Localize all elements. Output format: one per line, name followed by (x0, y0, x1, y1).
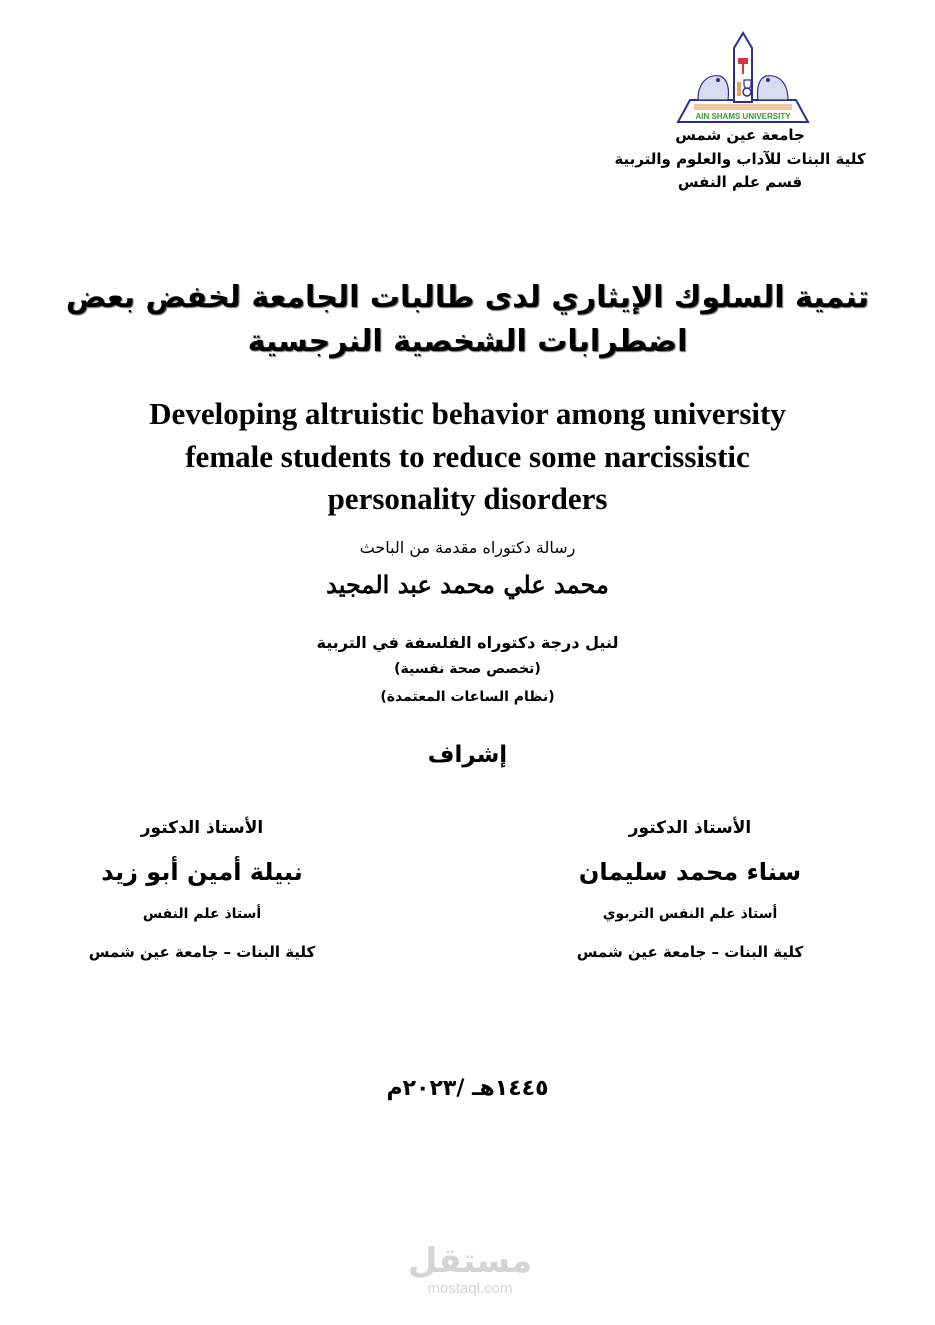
watermark-arabic: مستقل (407, 1241, 533, 1281)
system-text: (نظام الساعات المعتمدة) (380, 689, 555, 705)
svg-text:AIN SHAMS UNIVERSITY: AIN SHAMS UNIVERSITY (695, 112, 791, 121)
supervisor-2-name: نبيلة أمين أبو زيد (101, 858, 303, 886)
english-title-line-3: personality disorders (327, 481, 608, 516)
thesis-submitted-by: رسالة دكتوراه مقدمة من الباحث (359, 538, 576, 557)
university-logo (668, 30, 818, 130)
supervision-heading: إشراف (427, 742, 508, 768)
english-title-line-1: Developing altruistic behavior among university (149, 396, 786, 431)
watermark-latin: mostaql.com (427, 1280, 513, 1297)
arabic-title-line-2: اضطرابات الشخصية النرجسية (247, 324, 688, 359)
ain-shams-logo-icon (668, 30, 818, 130)
mostaql-watermark (395, 1242, 545, 1298)
supervisor-1-title: الأستاذ الدكتور (628, 818, 752, 838)
supervisor-2-title: الأستاذ الدكتور (140, 818, 264, 838)
supervisor-2-role: أستاذ علم النفس (142, 906, 262, 922)
researcher-name: محمد علي محمد عبد المجيد (326, 570, 609, 599)
english-title-line-2: female students to reduce some narcissistic (185, 439, 750, 474)
arabic-title-line-1: تنمية السلوك الإيثاري لدى طالبات الجامعة لخفض بعض (65, 280, 870, 315)
thesis-date: ١٤٤٥هـ /٢٠٢٣م (386, 1076, 549, 1101)
faculty-name: كلية البنات للآداب والعلوم والتربية (614, 150, 866, 168)
supervisor-2-affiliation: كلية البنات – جامعة عين شمس (88, 943, 316, 961)
supervisor-1-name: سناء محمد سليمان (578, 858, 802, 886)
department-name: قسم علم النفس (677, 173, 803, 191)
degree-text: لنيل درجة دكتوراه الفلسفة في التربية (316, 633, 619, 652)
supervisor-1-role: أستاذ علم النفس التربوي (602, 906, 778, 922)
supervisor-1-affiliation: كلية البنات – جامعة عين شمس (576, 943, 804, 961)
specialization-text: (تخصص صحة نفسية) (394, 661, 541, 677)
university-name: جامعة عين شمس (675, 126, 805, 144)
